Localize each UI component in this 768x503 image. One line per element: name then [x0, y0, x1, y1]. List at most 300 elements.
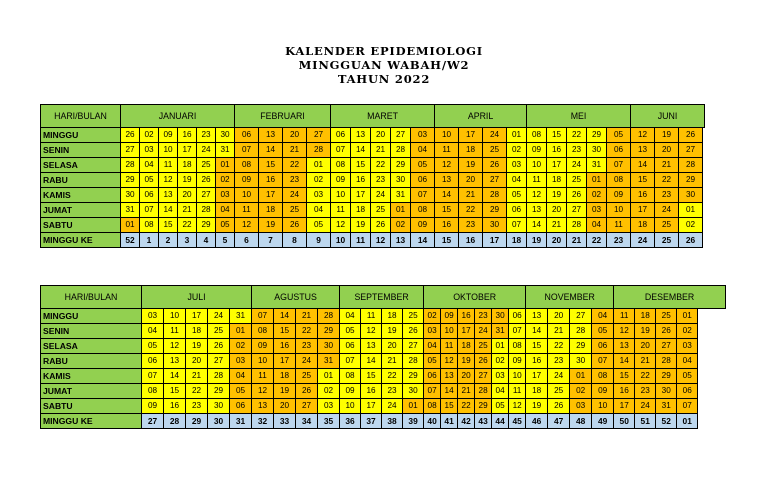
date-cell: 26	[403, 324, 424, 339]
week-number-cell: 40	[424, 414, 441, 429]
date-cell: 23	[548, 354, 570, 369]
date-cell: 12	[235, 218, 259, 233]
week-number-cell: 45	[509, 414, 526, 429]
date-cell: 04	[411, 143, 435, 158]
day-label: RABU	[41, 173, 121, 188]
title-line-3: TAHUN 2022	[337, 72, 431, 86]
date-cell: 04	[677, 354, 698, 369]
date-cell: 19	[351, 218, 371, 233]
date-cell: 02	[230, 339, 252, 354]
day-label: SENIN	[41, 324, 142, 339]
date-cell: 30	[570, 354, 592, 369]
date-cell: 20	[548, 309, 570, 324]
date-cell: 10	[331, 188, 351, 203]
week-number-cell: 47	[548, 414, 570, 429]
date-cell: 08	[331, 158, 351, 173]
date-cell: 27	[307, 128, 331, 143]
date-cell: 11	[509, 384, 526, 399]
date-cell: 23	[475, 309, 492, 324]
date-cell: 19	[178, 173, 197, 188]
date-cell: 07	[592, 354, 614, 369]
date-cell: 02	[391, 218, 411, 233]
date-cell: 26	[548, 399, 570, 414]
day-row-senin	[41, 324, 726, 339]
date-cell: 23	[635, 384, 656, 399]
date-cell: 19	[259, 218, 283, 233]
date-cell: 28	[121, 158, 140, 173]
date-cell: 13	[159, 188, 178, 203]
date-cell: 14	[351, 143, 371, 158]
date-cell: 15	[361, 369, 382, 384]
week-number-cell: 52	[656, 414, 677, 429]
date-cell: 09	[441, 309, 458, 324]
date-cell: 08	[592, 369, 614, 384]
week-number-cell: 49	[592, 414, 614, 429]
date-cell: 05	[142, 339, 164, 354]
date-cell: 01	[216, 158, 235, 173]
date-cell: 21	[382, 354, 403, 369]
month-header-maret: MARET	[331, 105, 435, 128]
date-cell: 04	[592, 309, 614, 324]
date-cell: 16	[274, 339, 296, 354]
date-cell: 03	[307, 188, 331, 203]
day-label: MINGGU	[41, 128, 121, 143]
week-number-cell: 23	[607, 233, 631, 248]
week-number-cell: 48	[570, 414, 592, 429]
date-cell: 04	[140, 158, 159, 173]
date-cell: 16	[178, 128, 197, 143]
calendar-table-jan-jun	[40, 104, 705, 248]
date-cell: 10	[340, 399, 361, 414]
week-number-cell: 38	[382, 414, 403, 429]
date-cell: 03	[411, 128, 435, 143]
date-cell: 05	[411, 158, 435, 173]
week-number-cell: 01	[677, 414, 698, 429]
date-cell: 24	[567, 158, 587, 173]
date-cell: 29	[197, 218, 216, 233]
date-cell: 29	[656, 369, 677, 384]
date-cell: 27	[475, 369, 492, 384]
date-cell: 21	[296, 309, 318, 324]
date-cell: 09	[331, 173, 351, 188]
date-cell: 03	[230, 354, 252, 369]
date-cell: 20	[283, 128, 307, 143]
date-cell: 02	[507, 143, 527, 158]
date-cell: 18	[635, 309, 656, 324]
date-cell: 25	[567, 173, 587, 188]
date-cell: 31	[318, 354, 340, 369]
date-cell: 05	[592, 324, 614, 339]
date-cell: 21	[459, 188, 483, 203]
date-cell: 18	[547, 173, 567, 188]
date-cell: 15	[547, 128, 567, 143]
month-header-row	[41, 286, 726, 309]
date-cell: 29	[475, 399, 492, 414]
week-number-cell: 18	[507, 233, 527, 248]
date-cell: 11	[159, 158, 178, 173]
date-cell: 24	[475, 324, 492, 339]
date-cell: 13	[631, 143, 655, 158]
week-number-cell: 44	[492, 414, 509, 429]
date-cell: 02	[216, 173, 235, 188]
date-cell: 28	[208, 369, 230, 384]
date-cell: 08	[140, 218, 159, 233]
date-cell: 21	[547, 218, 567, 233]
date-cell: 25	[371, 203, 391, 218]
day-label: SABTU	[41, 218, 121, 233]
week-number-cell: 10	[331, 233, 351, 248]
week-number-cell: 34	[296, 414, 318, 429]
date-cell: 28	[475, 384, 492, 399]
week-number-cell: 8	[283, 233, 307, 248]
date-cell: 14	[274, 309, 296, 324]
date-cell: 26	[371, 218, 391, 233]
date-cell: 23	[567, 143, 587, 158]
date-cell: 15	[631, 173, 655, 188]
date-cell: 13	[435, 173, 459, 188]
date-cell: 09	[252, 339, 274, 354]
day-row-kamis	[41, 369, 726, 384]
date-cell: 14	[159, 203, 178, 218]
date-cell: 06	[677, 384, 698, 399]
date-cell: 30	[587, 143, 607, 158]
date-cell: 13	[252, 399, 274, 414]
date-cell: 21	[655, 158, 679, 173]
date-cell: 04	[424, 339, 441, 354]
date-cell: 26	[121, 128, 140, 143]
date-cell: 12	[527, 188, 547, 203]
date-cell: 15	[351, 158, 371, 173]
date-cell: 16	[614, 384, 635, 399]
date-cell: 12	[159, 173, 178, 188]
date-cell: 03	[142, 309, 164, 324]
date-cell: 26	[296, 384, 318, 399]
date-cell: 18	[259, 203, 283, 218]
date-cell: 08	[235, 158, 259, 173]
day-label: SELASA	[41, 158, 121, 173]
date-cell: 05	[340, 324, 361, 339]
date-cell: 04	[307, 203, 331, 218]
date-cell: 23	[197, 128, 216, 143]
week-number-cell: 52	[121, 233, 140, 248]
date-cell: 31	[230, 309, 252, 324]
date-cell: 09	[340, 384, 361, 399]
date-cell: 06	[607, 143, 631, 158]
date-cell: 26	[656, 324, 677, 339]
header-label: HARI/BULAN	[41, 286, 142, 309]
date-cell: 06	[411, 173, 435, 188]
date-cell: 31	[216, 143, 235, 158]
week-number-cell: 50	[614, 414, 635, 429]
week-number-cell: 27	[142, 414, 164, 429]
date-cell: 27	[656, 339, 677, 354]
date-cell: 07	[607, 158, 631, 173]
date-cell: 06	[331, 128, 351, 143]
date-cell: 09	[527, 143, 547, 158]
date-cell: 06	[230, 399, 252, 414]
date-cell: 08	[509, 339, 526, 354]
date-cell: 08	[340, 369, 361, 384]
date-cell: 10	[159, 143, 178, 158]
date-cell: 04	[507, 173, 527, 188]
week-number-cell: 15	[435, 233, 459, 248]
date-cell: 03	[492, 369, 509, 384]
date-cell: 16	[435, 218, 459, 233]
title-line-1: KALENDER EPIDEMIOLOGI	[285, 44, 483, 58]
date-cell: 07	[331, 143, 351, 158]
date-cell: 25	[296, 369, 318, 384]
date-cell: 24	[197, 143, 216, 158]
date-cell: 22	[296, 324, 318, 339]
date-cell: 14	[259, 143, 283, 158]
date-cell: 30	[492, 309, 509, 324]
date-cell: 05	[607, 128, 631, 143]
date-cell: 08	[142, 384, 164, 399]
date-cell: 24	[382, 399, 403, 414]
date-cell: 13	[441, 369, 458, 384]
calendar-table-jul-dec	[40, 285, 726, 429]
week-number-cell: 28	[164, 414, 186, 429]
date-cell: 24	[483, 128, 507, 143]
date-cell: 23	[459, 218, 483, 233]
date-cell: 19	[382, 324, 403, 339]
week-number-row	[41, 414, 726, 429]
date-cell: 28	[483, 188, 507, 203]
date-cell: 28	[403, 354, 424, 369]
date-cell: 08	[607, 173, 631, 188]
month-header-april: APRIL	[435, 105, 527, 128]
day-row-sabtu	[41, 399, 726, 414]
date-cell: 30	[679, 188, 703, 203]
month-header-juni: JUNI	[631, 105, 705, 128]
date-cell: 18	[186, 324, 208, 339]
date-cell: 30	[121, 188, 140, 203]
date-cell: 01	[318, 369, 340, 384]
calendar-title-block	[0, 44, 768, 86]
day-row-jumat	[41, 384, 726, 399]
date-cell: 01	[679, 203, 703, 218]
date-cell: 25	[283, 203, 307, 218]
week-number-cell: 12	[371, 233, 391, 248]
week-label: MINGGU KE	[41, 414, 142, 429]
date-cell: 02	[679, 218, 703, 233]
day-label: KAMIS	[41, 369, 142, 384]
date-cell: 13	[259, 128, 283, 143]
date-cell: 20	[458, 369, 475, 384]
date-cell: 23	[382, 384, 403, 399]
date-cell: 07	[509, 324, 526, 339]
date-cell: 18	[631, 218, 655, 233]
date-cell: 17	[459, 128, 483, 143]
date-cell: 11	[331, 203, 351, 218]
date-cell: 25	[656, 309, 677, 324]
date-cell: 05	[424, 354, 441, 369]
week-number-cell: 13	[391, 233, 411, 248]
date-cell: 22	[382, 369, 403, 384]
date-cell: 02	[424, 309, 441, 324]
date-cell: 14	[631, 158, 655, 173]
week-number-cell: 16	[459, 233, 483, 248]
week-number-cell: 11	[351, 233, 371, 248]
date-cell: 01	[121, 218, 140, 233]
date-cell: 02	[318, 384, 340, 399]
date-cell: 29	[483, 203, 507, 218]
date-cell: 17	[259, 188, 283, 203]
date-cell: 27	[679, 143, 703, 158]
date-cell: 09	[142, 399, 164, 414]
date-cell: 13	[361, 339, 382, 354]
date-cell: 30	[216, 128, 235, 143]
date-cell: 14	[527, 218, 547, 233]
date-cell: 29	[318, 324, 340, 339]
date-cell: 31	[587, 158, 607, 173]
date-cell: 11	[441, 339, 458, 354]
date-cell: 31	[391, 188, 411, 203]
date-cell: 03	[587, 203, 607, 218]
date-cell: 16	[631, 188, 655, 203]
week-number-cell: 25	[655, 233, 679, 248]
date-cell: 25	[197, 158, 216, 173]
date-cell: 22	[283, 158, 307, 173]
date-cell: 11	[607, 218, 631, 233]
date-cell: 10	[435, 128, 459, 143]
date-cell: 31	[492, 324, 509, 339]
date-cell: 05	[492, 399, 509, 414]
date-cell: 17	[631, 203, 655, 218]
date-cell: 07	[140, 203, 159, 218]
date-cell: 26	[567, 188, 587, 203]
date-cell: 02	[570, 384, 592, 399]
week-number-cell: 43	[475, 414, 492, 429]
date-cell: 04	[216, 203, 235, 218]
date-cell: 13	[351, 128, 371, 143]
date-cell: 24	[635, 399, 656, 414]
date-cell: 11	[361, 309, 382, 324]
date-cell: 25	[483, 143, 507, 158]
week-number-cell: 51	[635, 414, 656, 429]
date-cell: 15	[274, 324, 296, 339]
date-cell: 01	[492, 339, 509, 354]
date-cell: 24	[283, 188, 307, 203]
date-cell: 25	[475, 339, 492, 354]
date-cell: 25	[655, 218, 679, 233]
date-cell: 29	[679, 173, 703, 188]
date-cell: 05	[307, 218, 331, 233]
date-cell: 26	[679, 128, 703, 143]
date-cell: 22	[371, 158, 391, 173]
date-cell: 20	[547, 203, 567, 218]
week-number-cell: 6	[235, 233, 259, 248]
date-cell: 18	[526, 384, 548, 399]
week-number-cell: 9	[307, 233, 331, 248]
date-cell: 12	[441, 354, 458, 369]
date-cell: 22	[655, 173, 679, 188]
date-cell: 23	[186, 399, 208, 414]
date-cell: 20	[635, 339, 656, 354]
date-cell: 11	[527, 173, 547, 188]
date-cell: 20	[274, 399, 296, 414]
date-cell: 09	[607, 188, 631, 203]
week-number-cell: 26	[679, 233, 703, 248]
week-number-cell: 41	[441, 414, 458, 429]
date-cell: 16	[351, 173, 371, 188]
date-cell: 28	[679, 158, 703, 173]
date-cell: 04	[230, 369, 252, 384]
date-cell: 03	[570, 399, 592, 414]
date-cell: 21	[458, 384, 475, 399]
date-cell: 01	[570, 369, 592, 384]
date-cell: 28	[197, 203, 216, 218]
week-number-cell: 20	[547, 233, 567, 248]
date-cell: 09	[509, 354, 526, 369]
date-cell: 06	[140, 188, 159, 203]
month-header-september: SEPTEMBER	[340, 286, 424, 309]
date-cell: 17	[186, 309, 208, 324]
date-cell: 27	[570, 309, 592, 324]
date-cell: 30	[483, 218, 507, 233]
date-cell: 01	[230, 324, 252, 339]
date-cell: 07	[235, 143, 259, 158]
week-number-cell: 2	[159, 233, 178, 248]
date-cell: 22	[178, 218, 197, 233]
date-cell: 21	[283, 143, 307, 158]
date-cell: 02	[140, 128, 159, 143]
date-cell: 12	[631, 128, 655, 143]
date-cell: 10	[527, 158, 547, 173]
day-label: MINGGU	[41, 309, 142, 324]
date-cell: 23	[655, 188, 679, 203]
date-cell: 26	[483, 158, 507, 173]
date-cell: 05	[140, 173, 159, 188]
date-cell: 15	[441, 399, 458, 414]
date-cell: 29	[208, 384, 230, 399]
day-label: SENIN	[41, 143, 121, 158]
month-header-januari: JANUARI	[121, 105, 235, 128]
date-cell: 02	[677, 324, 698, 339]
date-cell: 18	[351, 203, 371, 218]
date-cell: 14	[164, 369, 186, 384]
date-cell: 07	[507, 218, 527, 233]
date-cell: 27	[121, 143, 140, 158]
date-cell: 10	[164, 309, 186, 324]
date-cell: 03	[424, 324, 441, 339]
date-cell: 07	[411, 188, 435, 203]
date-cell: 15	[526, 339, 548, 354]
date-cell: 14	[614, 354, 635, 369]
date-cell: 24	[655, 203, 679, 218]
date-cell: 12	[435, 158, 459, 173]
date-cell: 10	[235, 188, 259, 203]
date-cell: 06	[142, 354, 164, 369]
week-number-cell: 37	[361, 414, 382, 429]
date-cell: 12	[361, 324, 382, 339]
date-cell: 19	[526, 399, 548, 414]
month-header-februari: FEBRUARI	[235, 105, 331, 128]
date-cell: 13	[614, 339, 635, 354]
month-header-agustus: AGUSTUS	[252, 286, 340, 309]
date-cell: 14	[435, 188, 459, 203]
date-cell: 19	[547, 188, 567, 203]
date-cell: 18	[274, 369, 296, 384]
week-number-cell: 4	[197, 233, 216, 248]
date-cell: 19	[186, 339, 208, 354]
week-number-cell: 19	[527, 233, 547, 248]
date-cell: 02	[307, 173, 331, 188]
week-number-cell: 14	[411, 233, 435, 248]
date-cell: 30	[656, 384, 677, 399]
date-cell: 16	[164, 399, 186, 414]
date-cell: 09	[159, 128, 178, 143]
